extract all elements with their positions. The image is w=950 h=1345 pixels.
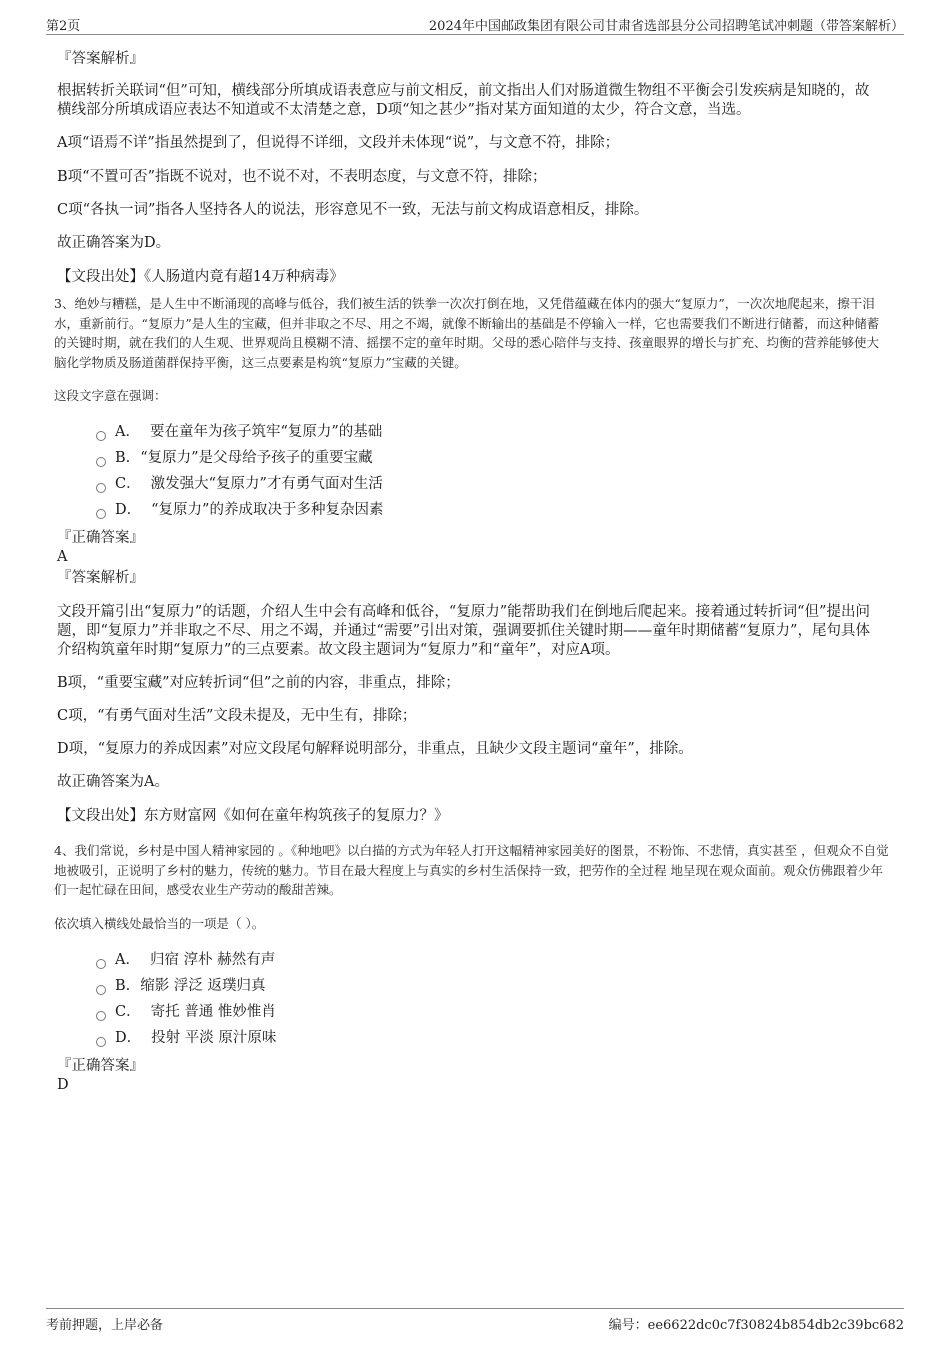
radio-icon[interactable] — [96, 959, 106, 969]
document-title: 2024年中国邮政集团有限公司甘肃省选部县分公司招聘笔试冲刺题（带答案解析） — [428, 19, 904, 34]
option-text: 缩影 浮泛 返璞归真 — [140, 978, 266, 994]
option-text: “复原力”是父母给予孩子的重要宝藏 — [140, 450, 373, 466]
q3-analysis-main: 文段开篇引出“复原力”的话题，介绍人生中会有高峰和低谷，“复原力”能帮助我们在倒地后爬起来。接着通过转折词“但”提出问题，即“复原力”并非取之不尽、用之不竭，并通过“需要”引出对策，强调要抓住关键时期——童年时期储蓄“复原力”，尾句具体介绍构筑童年时期“复原力”的三点要素。故文段主题词为“复原力”和“童年”，对应A项。 — [57, 604, 870, 658]
radio-icon[interactable] — [96, 457, 106, 467]
q3-option-b[interactable] — [96, 449, 373, 468]
q2-analysis-main: 根据转折关联词“但”可知，横线部分所填成语表意应与前文相反，前文指出人们对肠道微生物组不平衡会引发疾病是知晓的，故横线部分所填成语应表达不知道或不太清楚之意，D项“知之甚少”指对某方面知道的太少，符合文意，当选。 — [57, 83, 870, 118]
document-id: 编号：ee6622dc0c7f30824b854db2c39bc682 — [608, 1318, 904, 1333]
q3-answer-label: 『正确答案』 — [57, 530, 144, 546]
radio-icon[interactable] — [96, 431, 106, 441]
q2-source: 【文段出处】《人肠道内竟有超14万种病毒》 — [57, 269, 344, 285]
q4-option-d[interactable] — [96, 1029, 276, 1048]
q4-option-a[interactable] — [96, 951, 275, 970]
q3-option-d[interactable] — [96, 501, 383, 520]
option-letter: C． — [115, 476, 141, 492]
option-letter: D． — [115, 502, 142, 518]
radio-icon[interactable] — [96, 985, 106, 995]
q4-passage: 4、我们常说，乡村是中国人精神家园的 。《种地吧》以白描的方式为年轻人打开这幅精神家园美好的图景，不粉饰、不悲情，真实甚至 ，但观众不自觉地被吸引，正说明了乡村的魅力，传统的魅力。节目在最大程度上与真实的乡村生活保持一致，把劳作的全过程 地呈现在观众面前。观众仿佛跟着少年们一起忙碌在田间，感受农业生产劳动的酸甜苦辣。 — [54, 843, 889, 897]
q2-option-c-analysis: C项“各执一词”指各人坚持各人的说法，形容意见不一致，无法与前文构成语意相反，排除。 — [57, 202, 649, 218]
option-letter: B. — [115, 978, 131, 994]
q4-option-c[interactable] — [96, 1003, 276, 1022]
q3-answer: A — [57, 549, 68, 565]
q4-stem: 依次填入横线处最恰当的一项是（ ）。 — [54, 916, 265, 931]
option-letter: A． — [115, 424, 140, 440]
option-text: 寄托 普通 惟妙惟肖 — [150, 1004, 276, 1020]
radio-icon[interactable] — [96, 509, 106, 519]
radio-icon[interactable] — [96, 483, 106, 493]
q3-option-c-analysis: C项，“有勇气面对生活”文段未提及，无中生有，排除； — [57, 708, 417, 724]
radio-icon[interactable] — [96, 1011, 106, 1021]
q3-stem: 这段文字意在强调： — [54, 388, 167, 403]
page-footer — [46, 1308, 904, 1333]
q2-option-b-analysis: B项“不置可否”指既不说对，也不说不对，不表明态度，与文意不符，排除； — [57, 169, 547, 185]
q3-option-b-analysis: B项，“重要宝藏”对应转折词“但”之前的内容，非重点，排除； — [57, 675, 460, 691]
q3-conclusion: 故正确答案为A。 — [57, 774, 169, 790]
option-text: 归宿 淳朴 赫然有声 — [149, 952, 276, 968]
q4-answer: D — [57, 1077, 69, 1093]
q2-option-a-analysis: A项“语焉不详”指虽然提到了，但说得不详细，文段并未体现“说”，与文意不符，排除； — [57, 135, 620, 151]
option-text: 激发强大“复原力”才有勇气面对生活 — [150, 476, 383, 492]
q4-answer-label: 『正确答案』 — [57, 1058, 144, 1074]
option-letter: A． — [115, 952, 140, 968]
q2-analysis-label: 『答案解析』 — [57, 51, 144, 67]
option-text: 投射 平淡 原汁原味 — [151, 1030, 277, 1046]
option-text: 要在童年为孩子筑牢“复原力”的基础 — [149, 424, 383, 440]
q3-passage: 3、绝妙与糟糕，是人生中不断涌现的高峰与低谷，我们被生活的铁拳一次次打倒在地，又凭借蕴藏在体内的强大“复原力”，一次次地爬起来，擦干泪水，重新前行。“复原力”是人生的宝藏，但并非取之不尽、用之不竭，就像不断输出的基础是不停输入一样，它也需要我们不断进行储蓄，而这种储蓄的关键时期，就在我们的人生观、世界观尚且模糊不清、摇摆不定的童年时期。父母的悉心陪伴与支持、孩童眼界的增长与扩充、均衡的营养能够使大脑化学物质及肠道菌群保持平衡，这三点要素是构筑“复原力”宝藏的关键。 — [54, 296, 880, 370]
footer-slogan: 考前押题，上岸必备 — [46, 1318, 164, 1333]
option-letter: C． — [115, 1004, 141, 1020]
option-letter: B. — [115, 450, 131, 466]
q2-conclusion: 故正确答案为D。 — [57, 235, 171, 251]
page-header — [46, 14, 904, 35]
q4-option-b[interactable] — [96, 977, 265, 996]
radio-icon[interactable] — [96, 1037, 106, 1047]
q3-source: 【文段出处】东方财富网《如何在童年构筑孩子的复原力？》 — [57, 808, 449, 824]
page-number: 第2页 — [46, 19, 81, 34]
q3-option-d-analysis: D项，“复原力的养成因素”对应文段尾句解释说明部分，非重点，且缺少文段主题词“童年”，排除。 — [57, 741, 693, 757]
option-letter: D． — [115, 1030, 142, 1046]
q3-analysis-label: 『答案解析』 — [57, 570, 144, 586]
q3-option-a[interactable] — [96, 423, 382, 442]
q3-option-c[interactable] — [96, 475, 383, 494]
option-text: “复原力”的养成取决于多种复杂因素 — [151, 502, 384, 518]
